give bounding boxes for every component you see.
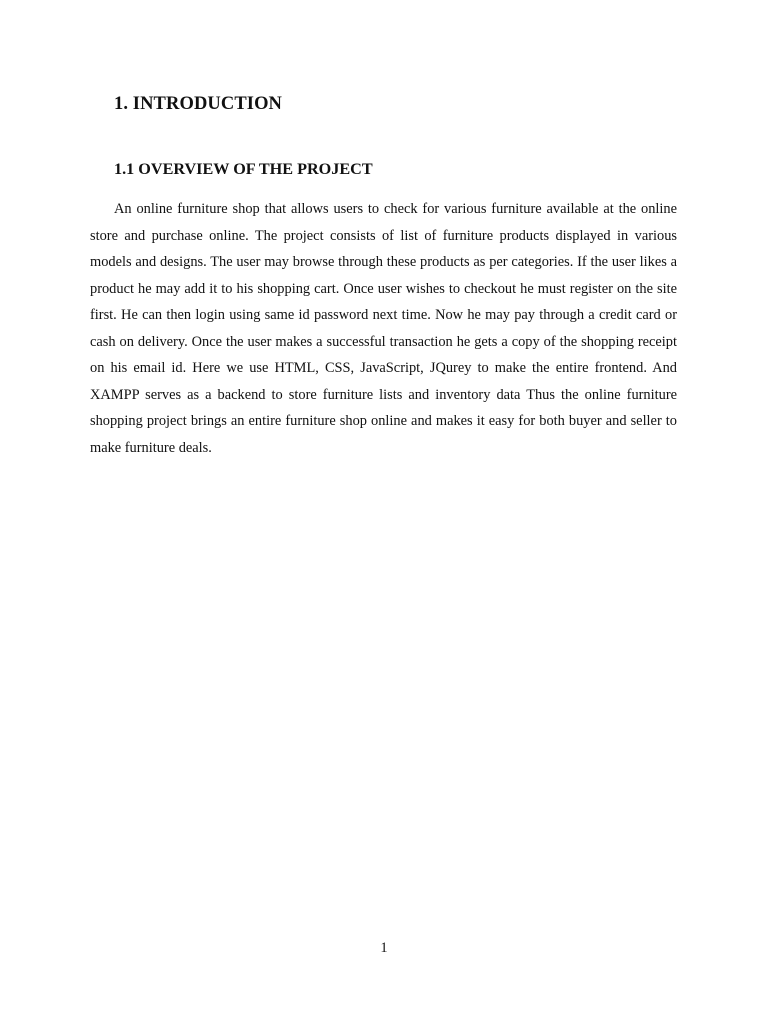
overview-paragraph: An online furniture shop that allows users to check for various furniture available at the online store and purchase online. The project consists of list of furniture products displayed in various models and designs. The user may browse through these products as per categories. If the user likes a product he may add it to his shopping cart. Once user wishes to checkout he must register on the site first. He can then login using same id password next time. Now he may pay through a credit card or cash on delivery. Once the user makes a successful transaction he gets a copy of the shopping receipt on his email id. Here we use HTML, CSS, JavaScript, JQurey to make the entire frontend. And XAMPP serves as a backend to store furniture lists and inventory data Thus the online furniture shopping project brings an entire furniture shop online and makes it easy for both buyer and seller to make furniture deals. (90, 201, 677, 456)
section-heading: 1.1 OVERVIEW OF THE PROJECT (114, 160, 373, 178)
chapter-heading: 1. INTRODUCTION (114, 94, 283, 114)
page-number: 1 (380, 940, 388, 956)
